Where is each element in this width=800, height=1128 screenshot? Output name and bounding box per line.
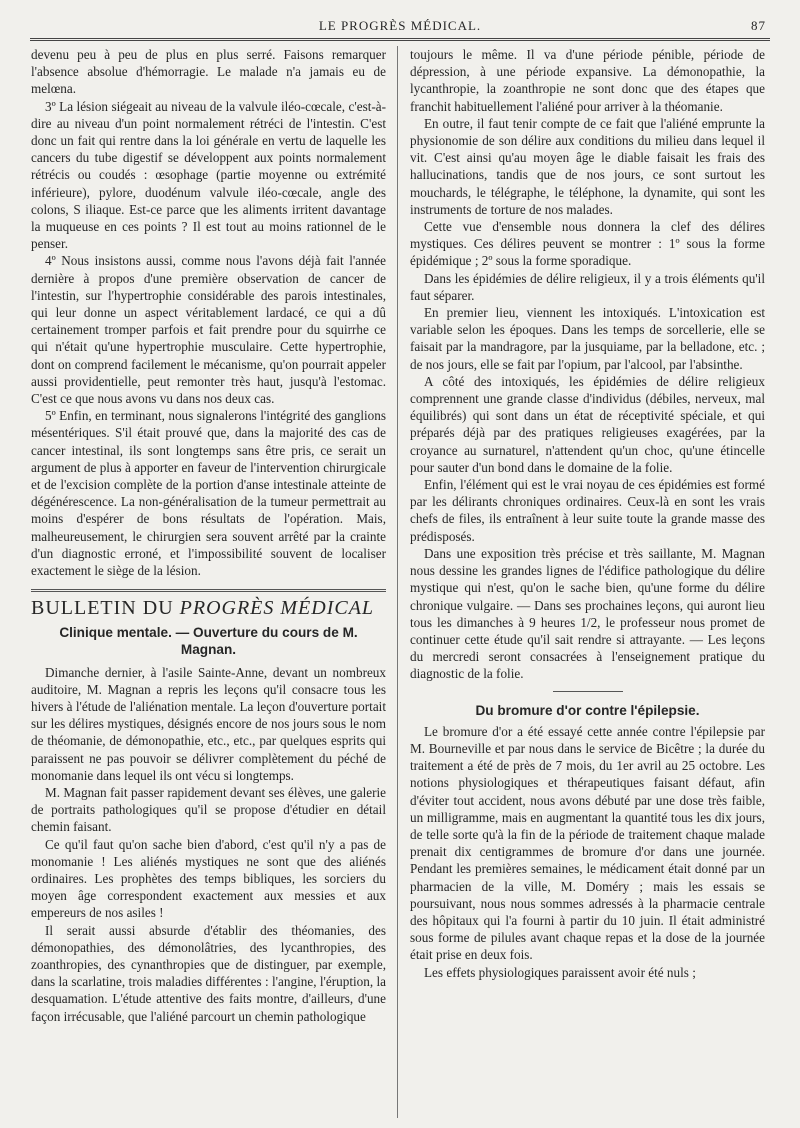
section-heading: Clinique mentale. — Ouverture du cours de M. Magnan. (59, 624, 358, 657)
section-rule (31, 589, 386, 592)
left-column (31, 46, 386, 1025)
paragraph: En premier lieu, viennent les intoxiqués. L'intoxication est variable selon les époques. Dans les temps de sorcellerie, elle se faisait par la mandragore, par la jusquiame, par la belladone, etc. ; de nos jours, elle se fait par l'opium, par l'alcool, par l'absinthe. (410, 305, 765, 372)
paragraph: Dans une exposition très précise et très saillante, M. Magnan nous dessine les grandes lignes de l'édifice pathologique du délire mystique qui n'est, qu'on le sache bien, qu'une forme du délire chronique vulgaire. — Dans ses prochaines leçons, qui auront lieu tous les dimanches à 9 heures 1/2, le professeur nous promet de continuer cette étude qu'il sait rendre si attrayante. — Les leçons du mercredi seront consacrées à l'enseignement pratique du diagnostic de la folie. (410, 545, 765, 682)
header-rule (30, 38, 770, 41)
paragraph: M. Magnan fait passer rapidement devant ses élèves, une galerie de portraits pathologiques qu'il se propose d'étudier en détail chemin faisant. (31, 784, 386, 835)
paragraph: 3º La lésion siégeait au niveau de la valvule iléo-cœcale, c'est-à-dire au niveau d'un point normalement rétréci de l'intestin. C'est donc un fait qui rentre dans la loi générale en vertu de laquelle les cancers du tube digestif se développent aux points normalement rétrécis ou coudés : œsophage (partie moyenne ou extrémité inférieure), pylore, duodénum valvule iléo-cœcale, angle des colons, S iliaque. Est-ce parce que les aliments irritent davantage la muqueuse en ces points ? Il est tout au moins rationnel de le penser. (31, 98, 386, 252)
paragraph: toujours le même. Il va d'une période pénible, période de dépression, à une période expansive. La démonopathie, la lycanthropie, la zoanthropie ne sont donc que des étapes que franchit habituellement l'aliéné pour arriver à la théomanie. (410, 47, 765, 114)
bulletin-title-journal: PROGRÈS MÉDICAL (179, 597, 375, 620)
paragraph: 5º Enfin, en terminant, nous signalerons l'intégrité des ganglions mésentériques. S'il était prouvé que, dans la majorité des cas de cancer intestinal, ils sont longtemps sans être pris, ce serait un argument de plus à apporter en faveur de l'intervention chirurgicale et de l'excision complète de la portion d'anse intestinale atteinte de dégénérescence. La non-généralisation de la tumeur permettrait au moins d'espérer de bons résultats de l'opération. Mais, malheureusement, le chirurgien sera souvent arrêté par la crainte d'un diagnostic erroné, et l'impossibilité souvent de localiser exactement le siège de la lésion. (31, 408, 386, 579)
paragraph: Le bromure d'or a été essayé cette année contre l'épilepsie par M. Bourneville et par nous dans le service de Bicêtre ; la durée du traitement a été de près de 7 mois, du 1er avril au 25 octobre. Les notions physiologiques et thérapeutiques faisant défaut, afin d'éviter tout accident, nous avons débuté par une dose très faible, un milligramme, mais en augmentant la quantité tous les dix jours, de telle sorte qu'à la fin de la période de traitement chaque malade prenait dix centigrammes de bromure d'or dans une journée. Pendant les premières semaines, le médicament était donné par un pharmacien de la ville, M. Doméry ; mais les essais se poursuivant, nous nous sommes adressés à la pharmacie centrale des hôpitaux qui l'a fourni à partir du 10 juin. Il était administré sous forme de pilules avant chaque repas et la dose de la journée était prise en deux fois. (410, 723, 765, 963)
paragraph: Cette vue d'ensemble nous donnera la clef des délires mystiques. Ces délires peuvent se montrer : 1º sous la forme épidémique ; 2º sous la forme sporadique. (410, 219, 765, 269)
paragraph: Les effets physiologiques paraissent avoir été nuls ; (424, 964, 696, 980)
paragraph: A côté des intoxiqués, les épidémies de délire religieux comprennent une grande classe d'individus (débiles, nerveux, mal équilibrés) qui sont dans un état de réceptivité spéciale, et qui préparés déjà par des pratiques religieuses exagérées, par la croyance au surnaturel, n'attendent qu'un choc, qu'une étincelle pour sauter d'un bond dans le domaine de la folie. (410, 373, 765, 475)
section-heading: Du bromure d'or contre l'épilepsie. (475, 702, 700, 718)
paragraph: devenu peu à peu de plus en plus serré. Faisons remarquer l'absence absolue d'hémorragie. Le malade n'a jamais eu de melœna. (31, 47, 386, 97)
paragraph: En outre, il faut tenir compte de ce fait que l'aliéné emprunte la physionomie de son délire aux conditions du milieu dans lequel il vit. C'est ainsi qu'au moyen âge le diable faisait les frais des hallucinations, tandis que de nos jours, ce sont surtout les mouchards, le télégraphe, le téléphone, la dynamite, qui sont les instruments de torture de nos malades. (410, 115, 765, 217)
running-title: LE PROGRÈS MÉDICAL. (318, 18, 482, 33)
bulletin-title (31, 597, 386, 620)
running-head (30, 14, 770, 36)
paragraph: Enfin, l'élément qui est le vrai noyau de ces épidémies est formé par les délirants chroniques ordinaires. Ceux-là en sont les vrais chefs de files, ils entraînent à leur suite toute la grande masse des prédisposés. (410, 477, 765, 544)
paragraph: Dimanche dernier, à l'asile Sainte-Anne, devant un nombreux auditoire, M. Magnan a repris les leçons qu'il consacre tous les hivers à l'étude de l'aliénation mentale. La leçon d'ouverture portait sur les délires mystiques, désignés encore de nos jours sous le nom de théomanie, de démonopathie, etc., etc., par quelques esprits qui paraissent ne pas pouvoir se délivrer complètement du péché de monomanie dans lequel ils ont vécu si longtemps. (31, 664, 386, 783)
paragraph: Dans les épidémies de délire religieux, il y a trois éléments qu'il faut séparer. (410, 270, 765, 303)
paragraph: Ce qu'il faut qu'on sache bien d'abord, c'est qu'il n'y a pas de monomanie ! Les aliénés mystiques ne sont que des aliénés ordinaires. Les prophètes des temps bibliques, les sorciers du moyen âge correspondent exactement aux messies et aux empereurs de nos asiles ! (31, 836, 386, 921)
short-rule (553, 691, 623, 692)
paragraph: Il serait aussi absurde d'établir des théomanies, des démonopathies, des démonolâtries, des lycanthropies, des zoanthropies, des cynanthropies que de distinguer, par exemple, dans la scarlatine, trois maladies différentes : l'angine, l'éruption, la desquamation. L'étude attentive des faits montre, d'ailleurs, d'une façon irrécusable, que l'aliéné parcourt un chemin pathologique (31, 922, 386, 1024)
column-divider (397, 46, 398, 1118)
bulletin-title-prefix: BULLETIN DU (31, 597, 180, 620)
page-number: 87 (751, 18, 766, 33)
right-column (410, 46, 765, 981)
paragraph: 4º Nous insistons aussi, comme nous l'avons déjà fait l'année dernière à propos d'une première observation de cancer de l'intestin, sur l'hypertrophie considérable des parois intestinales, qui leur donne un aspect véritablement lardacé, ce qui a dû certainement tromper parfois et fait prendre pour du squirrhe ce qui n'était qu'une hypertrophie musculaire. Cette hypertrophie, dont on comprend facilement le mécanisme, qu'on pourrait appeler aussi providentielle, peut remonter très haut, jusqu'à l'estomac. C'est ce que nous avons vu dans nos deux cas. (31, 253, 386, 407)
